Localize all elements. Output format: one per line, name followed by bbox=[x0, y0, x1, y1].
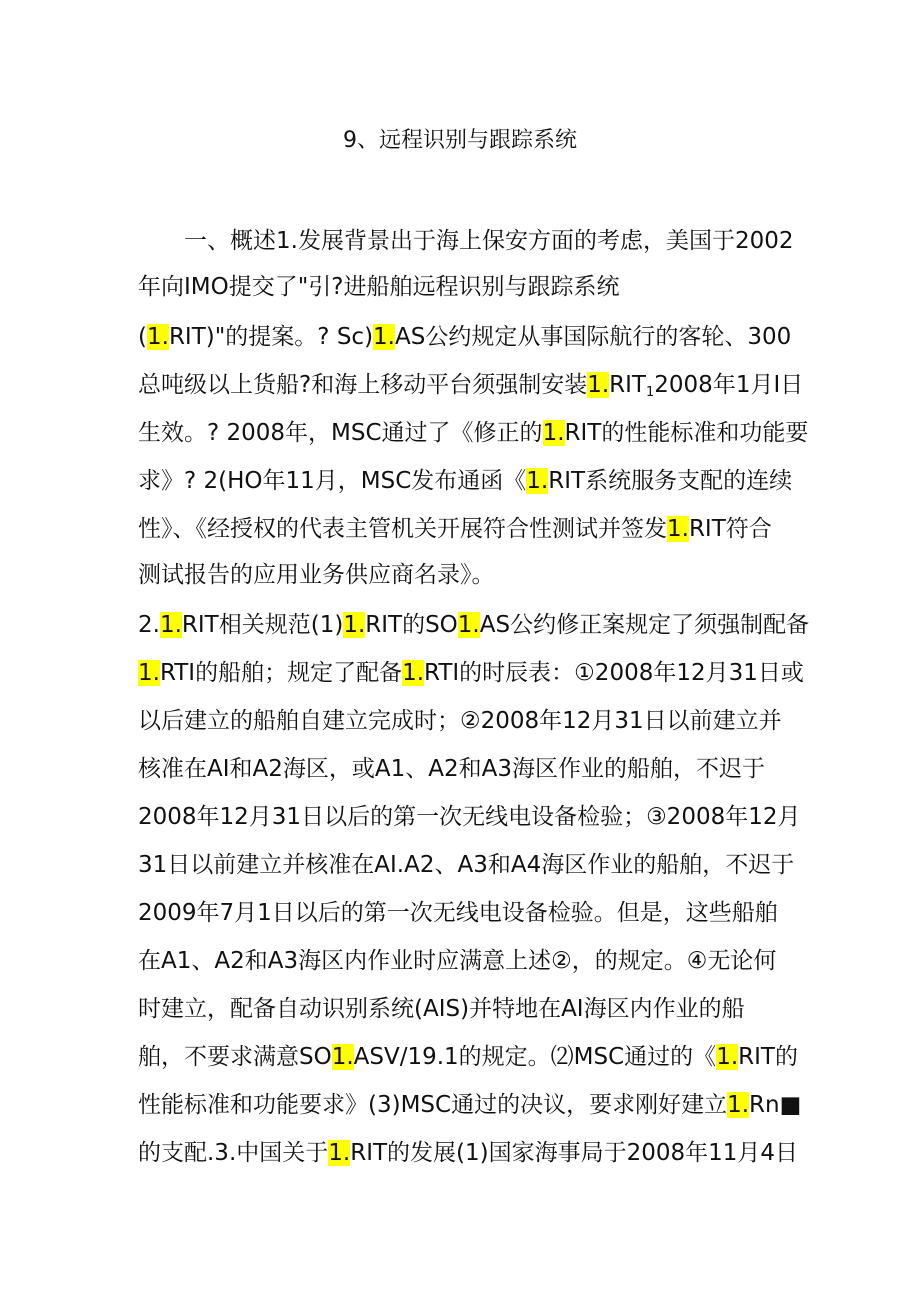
highlighted-text: 1. bbox=[667, 516, 689, 542]
text-line bbox=[138, 412, 808, 454]
text-line bbox=[138, 554, 495, 596]
highlighted-text: 1. bbox=[526, 468, 549, 494]
text-line bbox=[138, 1132, 798, 1174]
text-run: RIT的性能标准和功能要 bbox=[564, 420, 809, 446]
highlighted-text: 1. bbox=[328, 1140, 351, 1166]
text-run: 2. bbox=[138, 612, 160, 638]
text-run: 2008年12月31日以后的第一次无线电设备检验；③2008年12月 bbox=[138, 804, 801, 830]
text-line bbox=[138, 700, 782, 742]
text-run: 2009年7月1日以后的第一次无线电设备检验。但是，这些船舶 bbox=[138, 900, 778, 926]
document-title: 9、远程识别与跟踪系统 bbox=[343, 128, 577, 153]
text-run: 舶，不要求满意SO bbox=[138, 1044, 332, 1070]
text-run: RIT符合 bbox=[688, 516, 772, 542]
text-line bbox=[138, 1084, 801, 1126]
text-run: 生效。? 2008年，MSC通过了《修正的 bbox=[138, 420, 543, 446]
text-line bbox=[138, 266, 620, 308]
highlighted-text: 1. bbox=[343, 612, 366, 638]
highlighted-text: 1. bbox=[402, 660, 425, 686]
subscript-text: 1 bbox=[646, 385, 655, 400]
text-line bbox=[138, 460, 792, 502]
text-line bbox=[138, 988, 745, 1030]
text-run: 核准在AI和A2海区，或A1、A2和A3海区作业的船舶，不迟于 bbox=[138, 756, 765, 782]
text-run: Rn■ bbox=[749, 1092, 802, 1118]
text-line bbox=[138, 844, 794, 886]
text-run: 总吨级以上货船?和海上移动平台须强制安装 bbox=[138, 372, 588, 398]
text-run: 以后建立的船舶自建立完成时；②2008年12月31日以前建立并 bbox=[138, 708, 782, 734]
text-run: RTI的时辰表：①2008年12月31日或 bbox=[424, 660, 804, 686]
text-run: RIT的发展(1)国家海事局于2008年11月4日 bbox=[350, 1140, 799, 1166]
highlighted-text: 1. bbox=[138, 660, 160, 686]
text-run: 一、概述1.发展背景出于海上保安方面的考虑，美国于2002 bbox=[138, 228, 794, 254]
text-run: ( bbox=[138, 324, 147, 350]
highlighted-text: 1. bbox=[587, 372, 610, 398]
text-run: 31日以前建立并核准在AI.A2、A3和A4海区作业的船舶，不迟于 bbox=[138, 852, 795, 878]
text-line bbox=[138, 316, 791, 358]
text-run: 求》? 2(HO年11月，MSC发布通函《 bbox=[138, 468, 527, 494]
text-line bbox=[138, 796, 801, 838]
text-line bbox=[138, 940, 776, 982]
text-run: RIT的SO bbox=[365, 612, 458, 638]
text-line bbox=[138, 748, 765, 790]
text-run: 测试报告的应用业务供应商名录》。 bbox=[138, 562, 495, 588]
text-line bbox=[138, 220, 793, 262]
text-run: ASV/19.1的规定。⑵MSC通过的《 bbox=[353, 1044, 717, 1070]
text-line bbox=[138, 508, 772, 550]
text-run: RIT bbox=[609, 372, 646, 398]
text-line bbox=[138, 364, 803, 406]
text-run: 性能标准和功能要求》(3)MSC通过的决议，要求刚好建立 bbox=[138, 1092, 728, 1118]
text-run: 时建立，配备自动识别系统(AIS)并特地在AI海区内作业的船 bbox=[138, 996, 745, 1022]
text-run: 在A1、A2和A3海区内作业时应满意上述②，的规定。④无论何 bbox=[138, 948, 777, 974]
highlighted-text: 1. bbox=[716, 1044, 739, 1070]
text-run: 性》、《经授权的代表主管机关开展符合性测试并签发 bbox=[138, 516, 667, 542]
text-line bbox=[138, 892, 778, 934]
highlighted-text: 1. bbox=[727, 1092, 750, 1118]
text-line bbox=[138, 652, 804, 694]
text-run: RIT的 bbox=[738, 1044, 798, 1070]
text-run: 2008年1月I日 bbox=[654, 372, 804, 398]
highlighted-text: 1. bbox=[159, 612, 182, 638]
text-run: 年向IMO提交了"引?进船舶远程识别与跟踪系统 bbox=[138, 274, 620, 300]
text-run: AS公约修正案规定了须强制配备 bbox=[479, 612, 810, 638]
text-line bbox=[138, 1036, 798, 1078]
highlighted-text: 1. bbox=[542, 420, 565, 446]
highlighted-text: 1. bbox=[373, 324, 395, 350]
text-run: RIT相关规范(1) bbox=[181, 612, 344, 638]
highlighted-text: 1. bbox=[331, 1044, 354, 1070]
text-run: RIT系统服务支配的连续 bbox=[548, 468, 793, 494]
text-line bbox=[138, 604, 809, 646]
text-run: RTI的船舶；规定了配备 bbox=[159, 660, 403, 686]
highlighted-text: 1. bbox=[146, 324, 169, 350]
text-run: RIT)"的提案。? Sc) bbox=[168, 324, 374, 350]
text-run: AS公约规定从事国际航行的客轮、300 bbox=[395, 324, 792, 350]
text-run: 的支配.3.中国关于 bbox=[138, 1140, 329, 1166]
highlighted-text: 1. bbox=[457, 612, 480, 638]
